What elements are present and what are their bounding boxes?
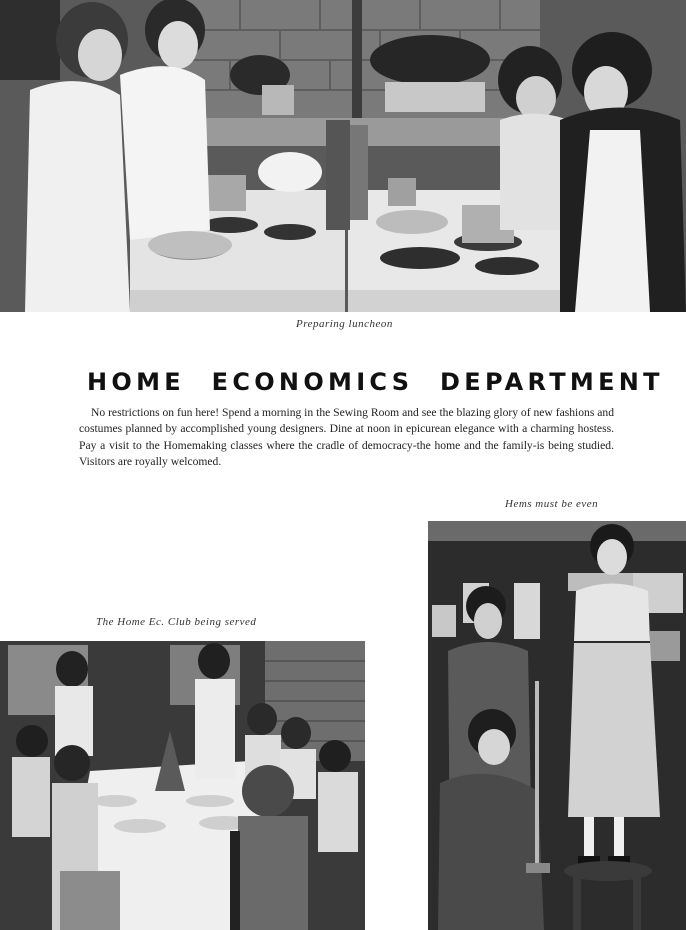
- page-title: HOME ECONOMICS DEPARTMENT: [87, 368, 664, 396]
- club-dinner-photo: [0, 641, 365, 930]
- hems-photo-caption: Hems must be even: [505, 498, 599, 510]
- intro-paragraph: No restrictions on fun here! Spend a morning in the Sewing Room and see the blazing glory of new fashions and costumes planned by accomplished young designers. Dine at noon in epicurean elegance with a charming hostess. Pay a visit to the Homemaking classes where the cradle of democracy-the home and the family-is being studied. Visitors are royally welcomed.: [79, 406, 614, 469]
- club-photo-caption: The Home Ec. Club being served: [96, 616, 257, 628]
- hem-fitting-photo: [428, 521, 686, 930]
- kitchen-photo-caption: Preparing luncheon: [296, 318, 393, 330]
- kitchen-photo: [0, 0, 686, 312]
